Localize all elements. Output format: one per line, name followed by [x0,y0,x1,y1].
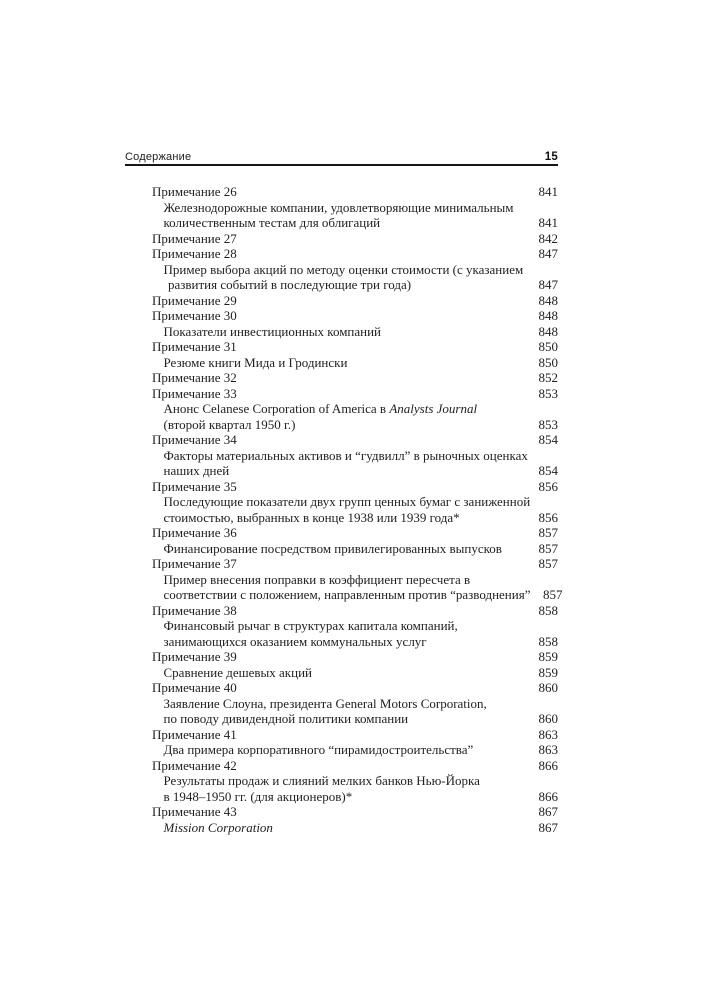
toc-entry-title: Примечание 40 [152,680,237,695]
toc-entry-title: Пример выбора акций по методу оценки стоимости (с указанием [163,261,524,277]
page-header [125,149,558,163]
toc-row [152,479,558,495]
toc-entry-title: Примечание 42 [152,757,237,773]
toc-row [152,820,558,836]
toc-entry-page: 856 [538,478,558,494]
toc-entry-page: 848 [538,323,558,339]
toc-entry-title: Факторы материальных активов и “гудвилл” в рыночных оценках [163,447,528,463]
toc-entry-title: Примечание 43 [152,804,237,819]
toc-entry-title: Показатели инвестиционных компаний [163,323,382,339]
toc-entry-page: 866 [538,757,558,773]
toc-entry-title: Примечание 36 [152,525,237,540]
toc-row [152,324,558,340]
toc-entry-page: 854 [538,432,558,447]
toc-entry-page: 857 [538,556,558,571]
toc-entry-title: Примечание 39 [152,649,237,664]
toc-entry-page: 842 [538,230,558,246]
toc-row [152,789,558,805]
toc-entry-title: Последующие показатели двух групп ценных бумаг с заниженной [163,494,531,509]
toc-entry-title: Анонс Celanese Corporation of America в Analysts Journal [163,401,478,416]
toc-row [152,463,558,479]
toc-row [152,556,558,572]
toc-entry-title: Результаты продаж и слияний мелких банков Нью-Йорка [163,773,480,788]
toc-row [152,572,558,588]
toc-entry-title: Сравнение дешевых акций [163,664,312,680]
toc-entry-page: 866 [538,788,558,804]
toc-row [152,634,558,650]
toc-entry-page: 857 [542,587,563,602]
toc-entry-page: 841 [538,215,558,230]
toc-row [152,603,558,619]
toc-row [152,293,558,309]
toc-row [152,262,558,278]
toc-entry-page: 858 [538,633,558,649]
toc-row [152,184,558,200]
toc-list [152,184,563,835]
toc-entry-title: Финансовый рычаг в структурах капитала компаний, [163,618,458,633]
toc-row [152,231,558,247]
toc-entry-page: 854 [538,463,558,478]
toc-row [152,370,558,386]
toc-row [152,649,558,665]
toc-entry-title: соответствии с положением, направленным против “разводнения” [163,587,531,602]
toc-entry-page: 857 [538,525,558,540]
toc-entry-title: в 1948–1950 гг. (для акционеров)* [163,788,353,804]
toc-entry-title: Заявление Слоуна, президента General Motors Corporation, [163,695,487,711]
toc-entry-page: 852 [538,370,558,385]
toc-entry-page: 850 [538,339,558,354]
toc-row [152,773,558,789]
toc-entry-title: Примечание 37 [152,556,237,571]
toc-row [152,680,558,696]
toc-entry-title: Финансирование посредством привилегированных выпусков [163,540,502,556]
toc-entry-title: Примечание 32 [152,370,237,385]
toc-row [152,448,558,464]
toc-row [152,215,558,231]
toc-entry-title: Два примера корпоративного “пирамидостроительства” [163,742,474,757]
toc-entry-page: 856 [538,509,558,525]
toc-entry-page: 867 [538,804,558,819]
toc-row [152,308,558,324]
toc-entry-title: Примечание 33 [152,385,237,401]
toc-row [152,587,563,603]
toc-entry-title: количественным тестам для облигаций [163,215,381,230]
toc-entry-title: занимающихся оказанием коммунальных услуг [163,633,427,649]
toc-entry-page: 847 [538,246,558,261]
toc-entry-page: 857 [538,540,558,556]
toc-entry-title: Примечание 26 [152,184,237,199]
toc-entry-title: Mission Corporation [163,819,273,835]
toc-row [152,246,558,262]
toc-entry-title: Пример внесения поправки в коэффициент пересчета в [163,571,471,587]
toc-entry-title: Примечание 34 [152,432,237,447]
toc-entry-page: 859 [538,664,558,680]
toc-entry-title: наших дней [163,463,230,478]
toc-entry-title: Резюме книги Мида и Гродински [163,354,348,370]
toc-entry-page: 853 [538,385,558,401]
toc-row [152,804,558,820]
toc-entry-page: 863 [538,726,558,742]
toc-row [152,417,558,433]
toc-row [152,355,558,371]
toc-entry-title: Примечание 35 [152,478,237,494]
toc-entry-page: 859 [538,649,558,664]
header-rule [125,164,558,166]
toc-row [152,510,558,526]
toc-row [152,618,558,634]
toc-entry-page: 847 [538,277,558,292]
page-number: 15 [544,151,558,163]
toc-row [152,742,558,758]
toc-entry-page: 841 [538,184,558,199]
toc-entry-title: (второй квартал 1950 г.) [163,416,296,432]
toc-entry-title: развития событий в последующие три года) [168,277,412,292]
toc-row [152,525,558,541]
toc-entry-title: Примечание 28 [152,246,237,261]
toc-entry-page: 848 [538,308,558,323]
toc-entry-page: 850 [538,354,558,370]
toc-row [152,401,558,417]
toc-row [152,696,558,712]
toc-entry-page: 863 [538,742,558,757]
toc-row [152,758,558,774]
toc-entry-title: Примечание 41 [152,726,237,742]
toc-entry-title: Примечание 30 [152,308,237,323]
toc-row [152,277,558,293]
toc-entry-page: 860 [538,680,558,695]
toc-row [152,339,558,355]
toc-row [152,200,558,216]
toc-entry-page: 867 [538,819,558,835]
toc-row [152,386,558,402]
toc-row [152,665,558,681]
toc-entry-title: Примечание 31 [152,339,237,354]
toc-entry-title: стоимостью, выбранных в конце 1938 или 1939 года* [163,509,460,525]
toc-row [152,541,558,557]
toc-entry-page: 858 [538,602,558,618]
toc-row [152,711,558,727]
toc-row [152,727,558,743]
toc-entry-title: по поводу дивидендной политики компании [163,711,409,726]
toc-entry-page: 860 [538,711,558,726]
toc-entry-title: Примечание 29 [152,292,237,308]
toc-entry-page: 848 [538,292,558,308]
toc-entry-page: 853 [538,416,558,432]
toc-row [152,494,558,510]
toc-entry-title: Примечание 27 [152,230,237,246]
toc-row [152,432,558,448]
toc-entry-title: Железнодорожные компании, удовлетворяющие минимальным [163,199,514,215]
running-title: Содержание [125,151,192,163]
toc-entry-title: Примечание 38 [152,602,237,618]
